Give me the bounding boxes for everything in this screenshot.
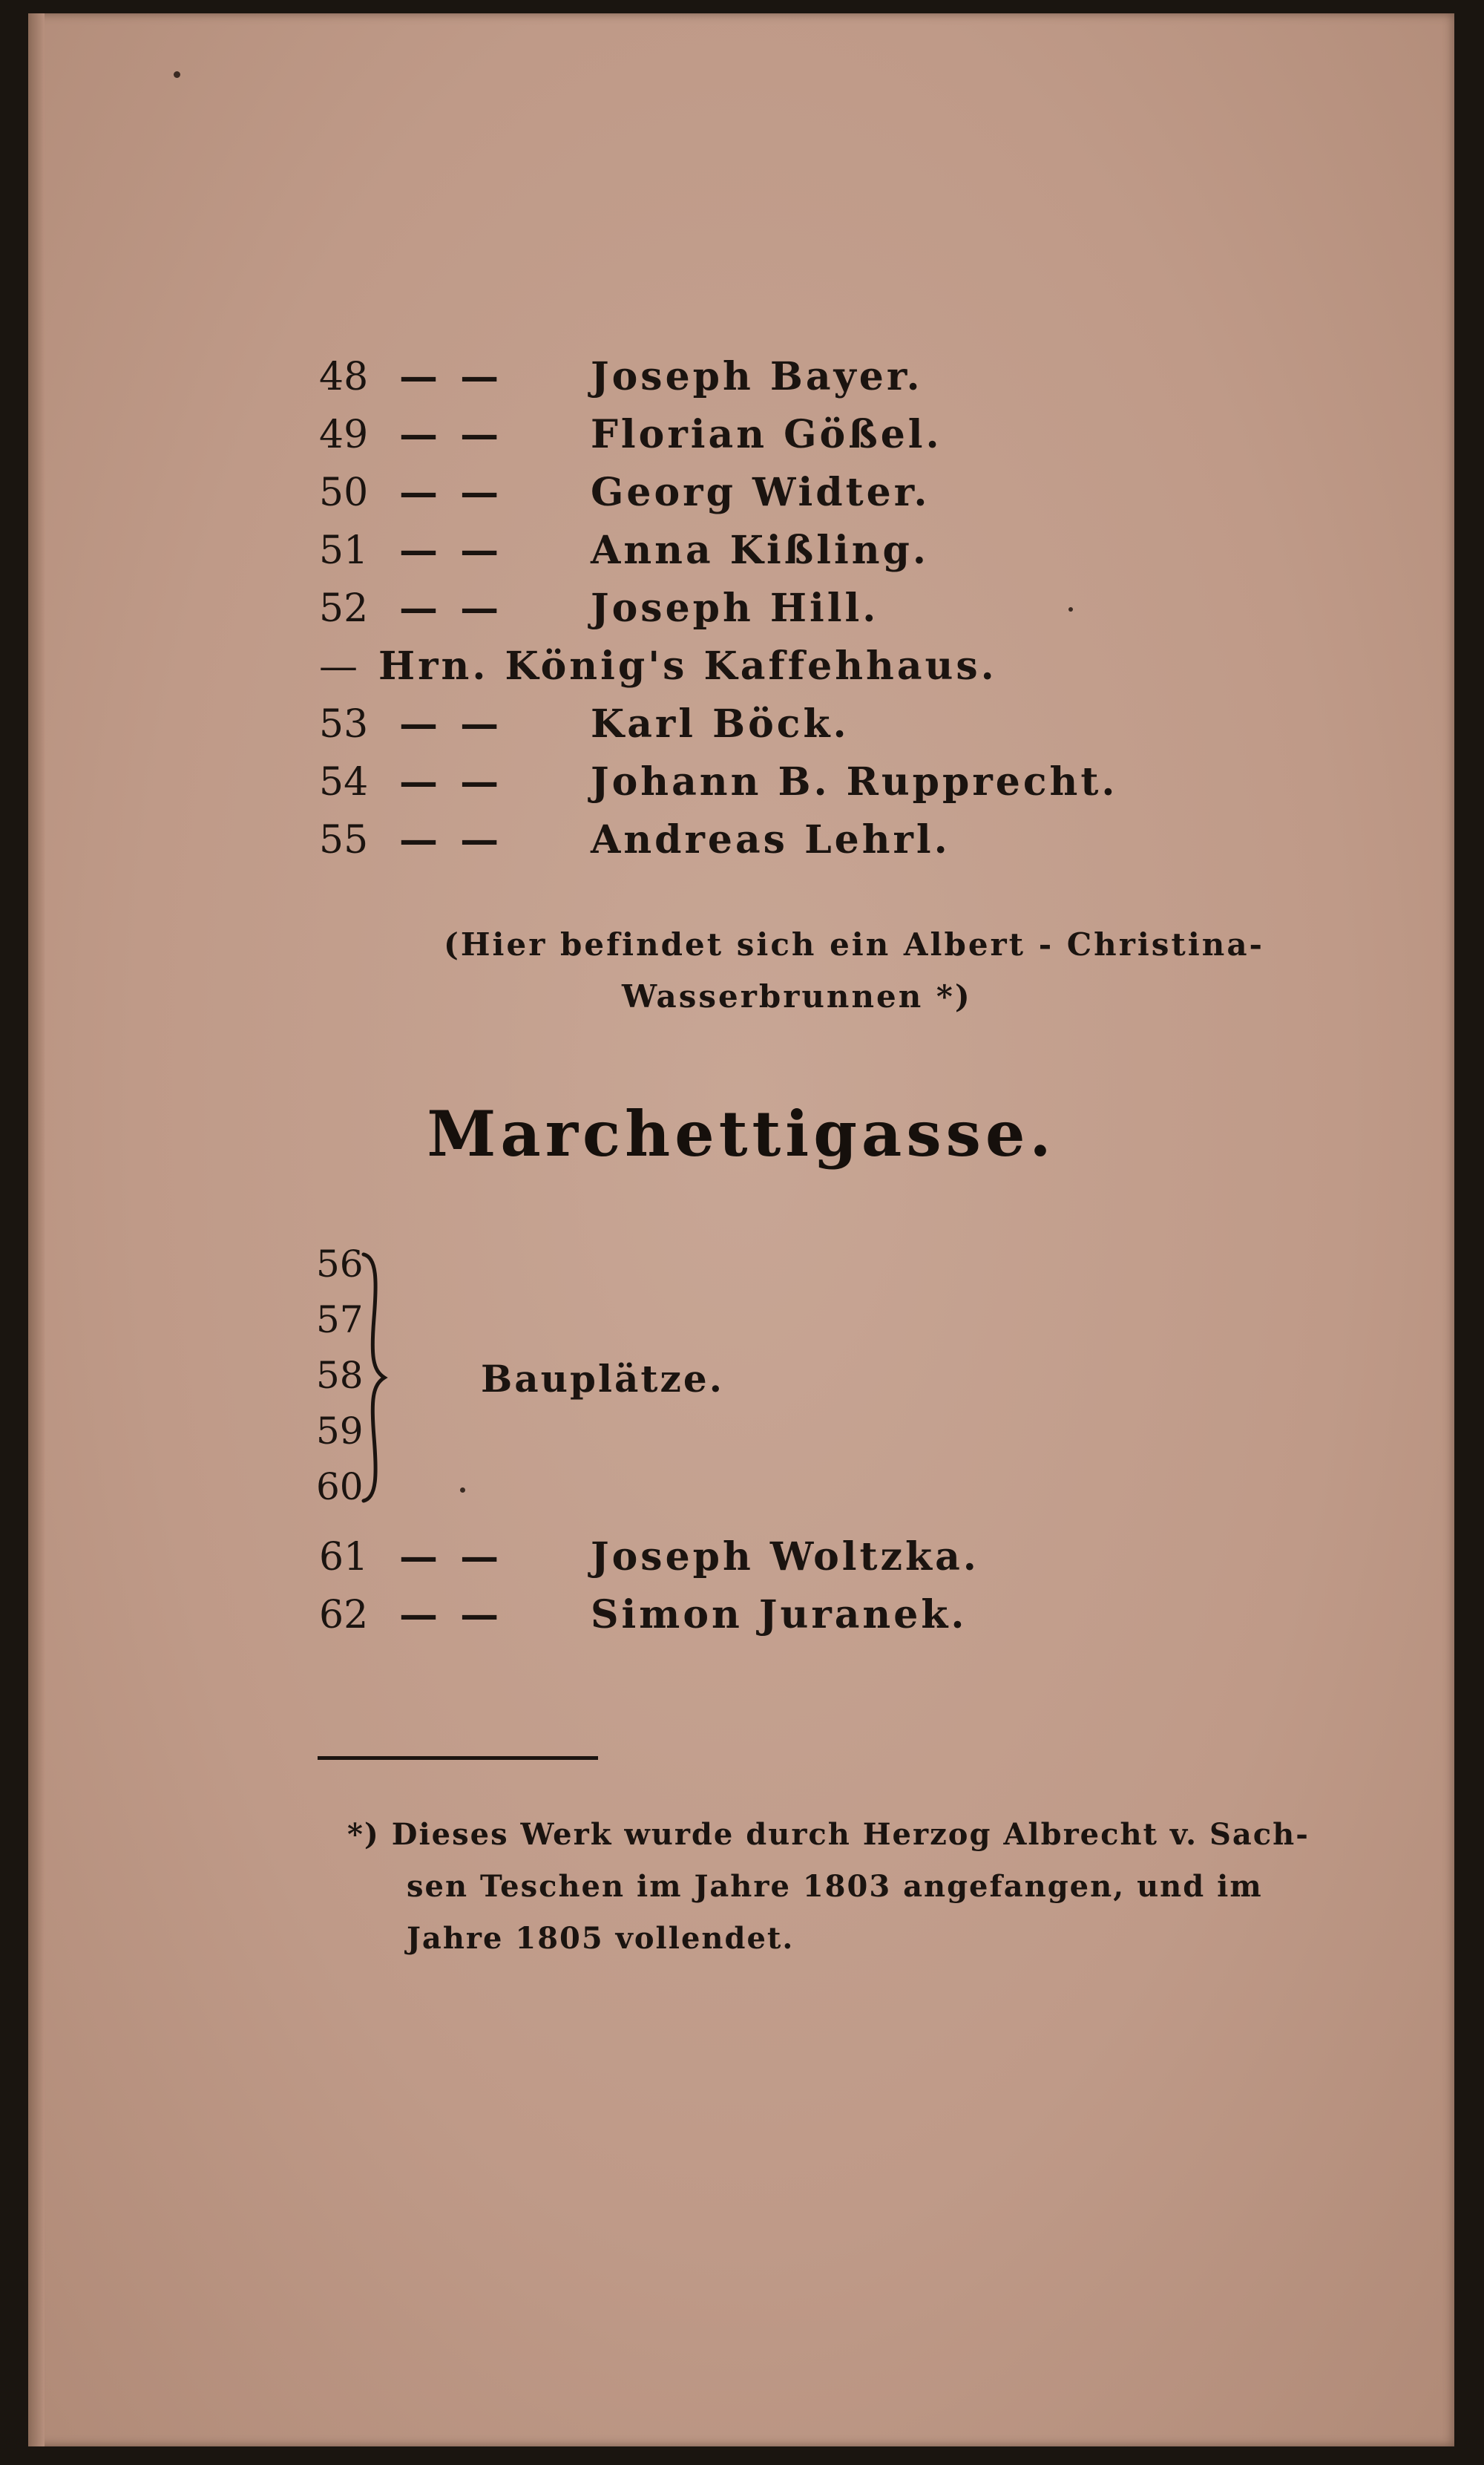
footnote-divider (318, 1756, 598, 1760)
house-number: 54 (319, 760, 369, 805)
resident-name: Joseph Woltzka. (591, 1534, 979, 1580)
footnote-line-3: Jahre 1805 vollendet. (407, 1921, 795, 1956)
ditto-marks: — — (399, 412, 504, 457)
house-number: 57 (316, 1298, 364, 1341)
resident-name: Hrn. König's Kaffehhaus. (378, 644, 997, 689)
list-item (319, 640, 997, 693)
list-item (319, 350, 923, 404)
house-number: 58 (316, 1354, 364, 1397)
note-line-1: (Hier befindet sich ein Albert - Christina- (444, 926, 1264, 963)
house-number: — (319, 644, 358, 689)
building-plots-label: Bauplätze. (481, 1357, 725, 1401)
ditto-marks: — — (399, 701, 504, 747)
footnote-line-1: *) Dieses Werk wurde durch Herzog Albrecht v. Sach- (347, 1817, 1310, 1852)
house-number: 59 (316, 1410, 364, 1453)
list-item (319, 814, 951, 867)
ditto-marks: — — (399, 1592, 504, 1637)
house-number: 49 (319, 413, 369, 457)
resident-name: Anna Kißling. (591, 528, 929, 573)
list-item (319, 1588, 967, 1642)
ditto-marks: — — (399, 586, 504, 631)
note-line-2: Wasserbrunnen *) (622, 978, 972, 1015)
ditto-marks: — — (399, 1534, 504, 1580)
house-number: 56 (316, 1243, 364, 1286)
list-item (319, 1531, 979, 1584)
resident-name: Georg Widter. (591, 470, 930, 515)
house-number: 60 (316, 1465, 364, 1508)
list-item (319, 408, 942, 462)
resident-name: Simon Juranek. (591, 1592, 968, 1637)
house-number: 53 (319, 702, 369, 747)
resident-name: Karl Böck. (591, 701, 850, 747)
house-number: 55 (319, 818, 369, 862)
ditto-marks: — — (399, 817, 504, 862)
house-number: 48 (319, 355, 369, 399)
curly-brace-icon (361, 1251, 390, 1504)
resident-name: Joseph Hill. (591, 586, 879, 631)
resident-name: Johann B. Rupprecht. (591, 759, 1118, 805)
house-number: 51 (319, 528, 369, 573)
street-heading: Marchettigasse. (427, 1097, 1056, 1171)
ditto-marks: — — (399, 470, 504, 515)
book-page (28, 13, 1454, 2446)
footnote-line-2: sen Teschen im Jahre 1803 angefangen, und im (407, 1869, 1263, 1904)
resident-name: Florian Gößel. (591, 412, 942, 457)
house-number: 62 (319, 1593, 369, 1637)
list-item (319, 756, 1117, 809)
resident-name: Andreas Lehrl. (591, 817, 951, 862)
ditto-marks: — — (399, 759, 504, 805)
ditto-marks: — — (399, 528, 504, 573)
street-directory (28, 13, 1454, 2446)
list-item (319, 466, 930, 520)
list-item (319, 698, 850, 751)
house-number: 52 (319, 586, 369, 631)
resident-name: Joseph Bayer. (591, 354, 923, 399)
house-number: 61 (319, 1535, 369, 1580)
house-number: 50 (319, 471, 369, 515)
list-item (319, 524, 929, 577)
list-item (319, 582, 879, 635)
ditto-marks: — — (399, 354, 504, 399)
